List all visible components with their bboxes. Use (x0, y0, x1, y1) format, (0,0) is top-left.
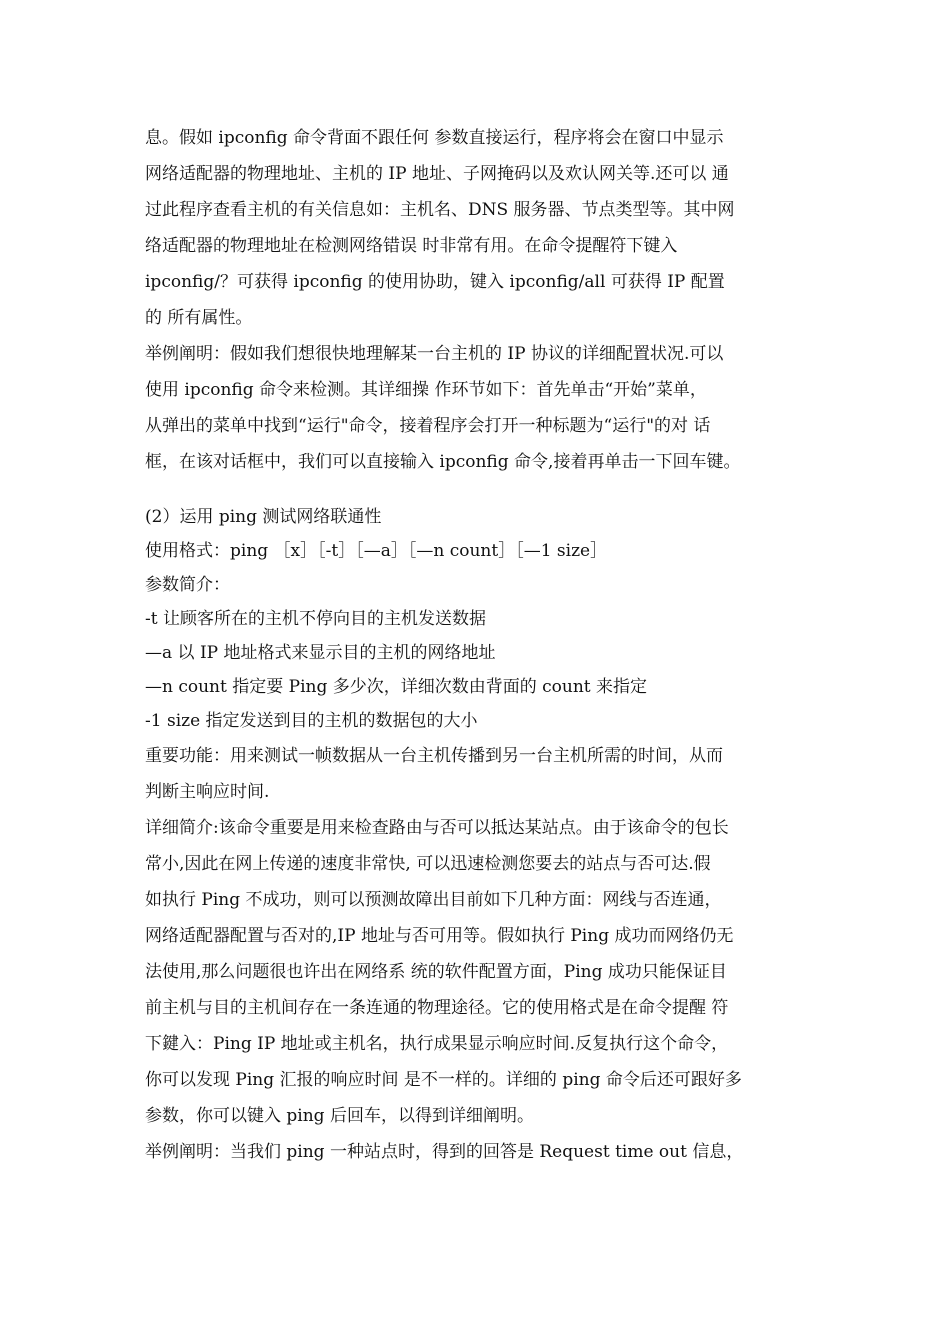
text-line: 前主机与目的主机间存在一条连通的物理途径。它的使用格式是在命令提醒 符 (145, 998, 729, 1018)
paragraph-ping-description (145, 738, 825, 1170)
paragraph-ipconfig-example (145, 336, 825, 480)
usage-format: 使用格式：ping ［x］［-t］［—a］［—n count］［—1 size］ (145, 541, 608, 561)
section-ping (145, 500, 825, 738)
text-line: 举例阐明：当我们 ping 一种站点时，得到的回答是 Request time out 信息， (145, 1142, 744, 1162)
text-line: ipconfig/？可获得 ipconfig 的使用协助，键入 ipconfig/all 可获得 IP 配置 (145, 272, 725, 292)
text-line: 息。假如 ipconfig 命令背面不跟任何 参数直接运行，程序将会在窗口中显示 (145, 128, 724, 148)
section-heading: (2）运用 ping 测试网络联通性 (145, 507, 382, 527)
parameter-item: -1 size 指定发送到目的主机的数据包的大小 (145, 711, 478, 731)
text-line: 常小,因此在网上传递的速度非常快, 可以迅速检测您要去的站点与否可达.假 (145, 854, 711, 874)
text-line: 的 所有属性。 (145, 308, 253, 328)
text-line: 络适配器的物理地址在检测网络错误 时非常有用。在命令提醒符下键入 (145, 236, 678, 256)
text-line: 你可以发现 Ping 汇报的响应时间 是不一样的。详细的 ping 命令后还可跟好多 (145, 1070, 742, 1090)
text-line: 过此程序查看主机的有关信息如：主机名、DNS 服务器、节点类型等。其中网 (145, 200, 735, 220)
text-line: 下鍵入：Ping IP 地址或主机名，执行成果显示响应时间.反复执行这个命令， (145, 1034, 729, 1054)
text-line: 使用 ipconfig 命令来检测。其详细操 作环节如下：首先单击“开始”菜单， (145, 380, 707, 400)
text-line: 网络适配器的物理地址、主机的 IP 地址、子网掩码以及欢认网关等.还可以 通 (145, 164, 729, 184)
text-line: 网络适配器配置与否对的,IP 地址与否可用等。假如执行 Ping 成功而网络仍无 (145, 926, 734, 946)
parameters-heading: 参数简介： (145, 575, 230, 595)
paragraph-gap (145, 480, 825, 500)
paragraph-ipconfig-description (145, 120, 825, 336)
text-line: 框，在该对话框中，我们可以直接输入 ipconfig 命令,接着再单击一下回车键。 (145, 452, 741, 472)
parameter-item: —n count 指定要 Ping 多少次，详细次数由背面的 count 来指定 (145, 677, 648, 697)
parameter-item: —a 以 IP 地址格式来显示目的主机的网络地址 (145, 643, 496, 663)
text-line: 判断主响应时间. (145, 782, 270, 802)
text-line: 如执行 Ping 不成功，则可以预测故障出目前如下几种方面：网线与否连通， (145, 890, 722, 910)
text-line: 法使用,那么问题很也许出在网络系 统的软件配置方面，Ping 成功只能保证目 (145, 962, 727, 982)
text-line: 从弹出的菜单中找到“运行"命令，接着程序会打开一种标题为“运行"的对 话 (145, 416, 711, 436)
text-line: 详细简介:该命令重要是用来检查路由与否可以抵达某站点。由于该命令的包长 (145, 818, 729, 838)
text-line: 举例阐明：假如我们想很快地理解某一台主机的 IP 协议的详细配置状况.可以 (145, 344, 724, 364)
text-line: 参数，你可以键入 ping 后回车，以得到详细阐明。 (145, 1106, 534, 1126)
parameter-item: -t 让顾客所在的主机不停向目的主机发送数据 (145, 609, 486, 629)
text-line: 重要功能：用来测试一帧数据从一台主机传播到另一台主机所需的时间，从而 (145, 746, 723, 766)
document-page (145, 120, 825, 1170)
